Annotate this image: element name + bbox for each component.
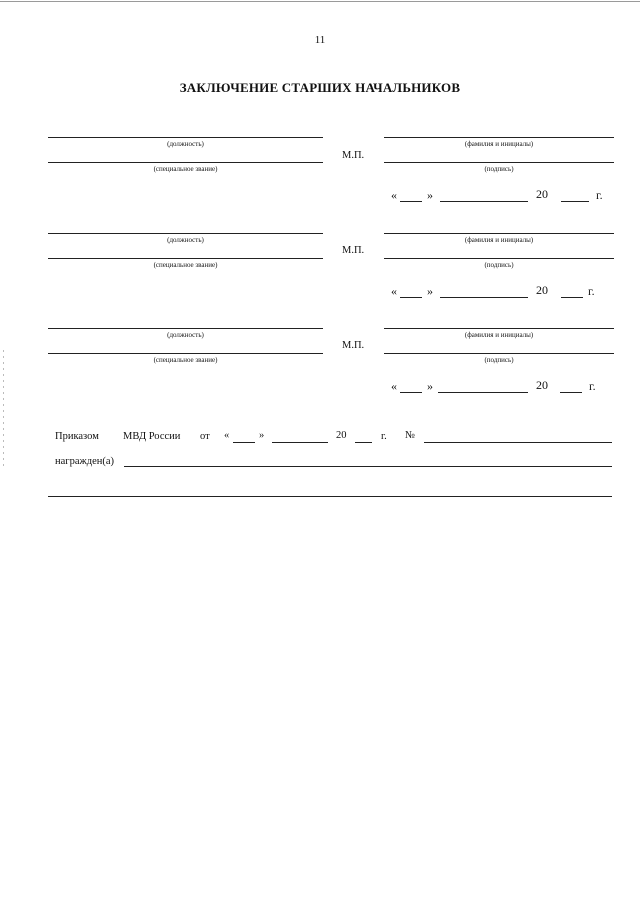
- rank-line[interactable]: [48, 162, 323, 163]
- page-title: ЗАКЛЮЧЕНИЕ СТАРШИХ НАЧАЛЬНИКОВ: [179, 80, 461, 95]
- year-prefix: 20: [536, 283, 548, 297]
- name-line[interactable]: [384, 328, 614, 329]
- month-blank[interactable]: [440, 297, 528, 298]
- rank-line[interactable]: [48, 258, 323, 259]
- signature-caption: (подпись): [484, 165, 514, 173]
- name-line[interactable]: [384, 137, 614, 138]
- position-line[interactable]: [48, 137, 323, 138]
- year-suffix: г.: [589, 379, 596, 393]
- year-blank[interactable]: [560, 392, 582, 393]
- year-suffix: г.: [596, 188, 603, 202]
- year-suffix: г.: [588, 284, 595, 298]
- quote-close: »: [259, 430, 265, 441]
- signature-caption: (подпись): [484, 261, 514, 269]
- quote-open: «: [391, 188, 397, 202]
- name-caption: (фамилия и инициалы): [464, 236, 534, 244]
- order-month-blank[interactable]: [272, 442, 328, 443]
- awarded-blank[interactable]: [124, 466, 612, 467]
- position-caption: (должность): [167, 331, 204, 339]
- quote-close: »: [427, 188, 433, 202]
- year-blank[interactable]: [561, 201, 589, 202]
- year-prefix: 20: [536, 378, 548, 392]
- name-caption: (фамилия и инициалы): [464, 331, 534, 339]
- page-number: 11: [314, 34, 326, 46]
- month-blank[interactable]: [438, 392, 528, 393]
- quote-open: «: [391, 284, 397, 298]
- month-blank[interactable]: [440, 201, 528, 202]
- rank-line[interactable]: [48, 353, 323, 354]
- signature-line[interactable]: [384, 162, 614, 163]
- name-line[interactable]: [384, 233, 614, 234]
- awarded-blank-continuation[interactable]: [48, 496, 612, 497]
- signature-caption: (подпись): [484, 356, 514, 364]
- order-day-blank[interactable]: [233, 442, 255, 443]
- rank-caption: (специальное звание): [153, 165, 218, 173]
- name-caption: (фамилия и инициалы): [464, 140, 534, 148]
- position-line[interactable]: [48, 233, 323, 234]
- signature-line[interactable]: [384, 258, 614, 259]
- rank-caption: (специальное звание): [153, 356, 218, 364]
- awarded-label: награжден(а): [55, 456, 115, 467]
- order-year-prefix: 20: [336, 430, 347, 441]
- position-caption: (должность): [167, 140, 204, 148]
- ministry-name: МВД России: [123, 431, 181, 442]
- signature-line[interactable]: [384, 353, 614, 354]
- year-blank[interactable]: [561, 297, 583, 298]
- stamp-label: М.П.: [342, 340, 365, 351]
- number-sign: №: [405, 430, 416, 441]
- quote-close: »: [427, 379, 433, 393]
- order-year-suffix: г.: [381, 431, 387, 442]
- year-prefix: 20: [536, 187, 548, 201]
- order-number-blank[interactable]: [424, 442, 612, 443]
- page-top-rule: [0, 1, 640, 2]
- order-year-blank[interactable]: [355, 442, 372, 443]
- stamp-label: М.П.: [342, 245, 365, 256]
- day-blank[interactable]: [400, 392, 422, 393]
- order-word: Приказом: [55, 431, 99, 442]
- quote-open: «: [224, 430, 230, 441]
- day-blank[interactable]: [400, 297, 422, 298]
- stamp-label: М.П.: [342, 150, 365, 161]
- scan-margin-marks: [3, 350, 4, 470]
- position-caption: (должность): [167, 236, 204, 244]
- from-word: от: [200, 431, 210, 442]
- position-line[interactable]: [48, 328, 323, 329]
- quote-close: »: [427, 284, 433, 298]
- rank-caption: (специальное звание): [153, 261, 218, 269]
- day-blank[interactable]: [400, 201, 422, 202]
- quote-open: «: [391, 379, 397, 393]
